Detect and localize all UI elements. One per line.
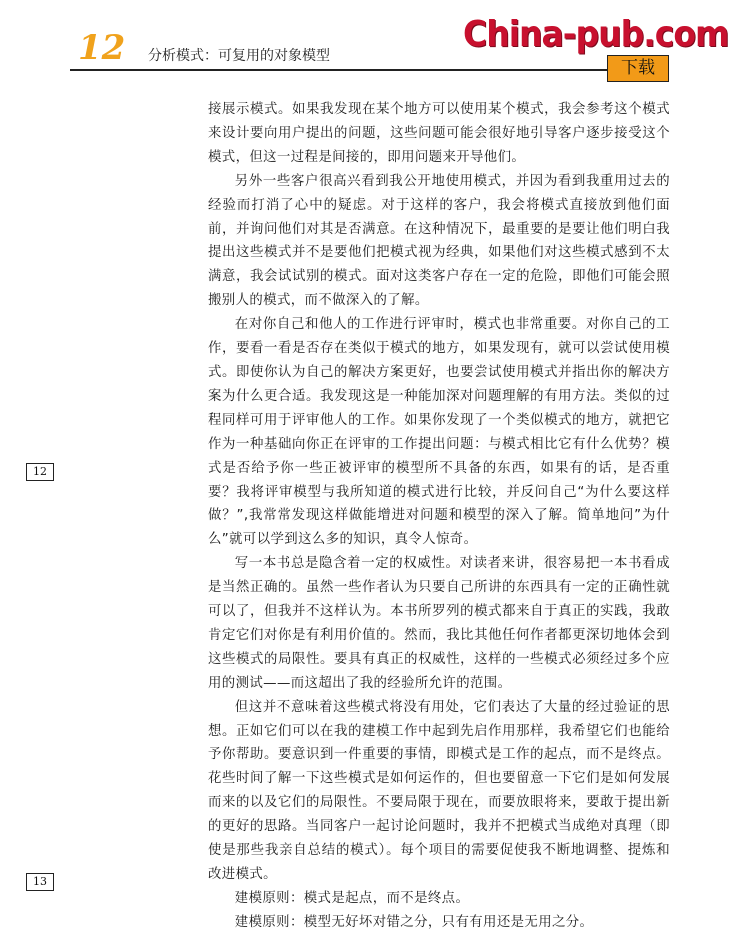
paragraph: 接展示模式。如果我发现在某个地方可以使用某个模式，我会参考这个模式来设计要向用户提出的问题，这些问题可能会很好地引导客户逐步接受这个模式，但这一过程是间接的，即用问题来开导他们。: [208, 102, 670, 165]
paragraph: 写一本书总是隐含着一定的权威性。对读者来讲，很容易把一本书看成是当然正确的。虽然一些作者认为只要自己所讲的东西具有一定的正确性就可以了，但我并不这样认为。本书所罗列的模式都来自于真正的实践，我敢肯定它们对你是有利用价值的。然而，我比其他任何作者都更深切地体会到这些模式的局限性。要具有真正的权威性，这样的一些模式必须经过多个应用的测试——而这超出了我的经验所允许的范围。: [208, 556, 670, 691]
paragraph: 但这并不意味着这些模式将没有用处，它们表达了大量的经过验证的思想。正如它们可以在我的建模工作中起到先启作用那样，我希望它们也能给予你帮助。要意识到一件重要的事情，即模式是工作的起点，而不是终点。花些时间了解一下这些模式是如何运作的，但也要留意一下它们是如何发展而来的以及它们的局限性。不要局限于现在，而要放眼将来，要敢于提出新的更好的思路。当同客户一起讨论问题时，我并不把模式当成绝对真理（即使是那些我亲自总结的模式）。每个项目的需要促使我不断地调整、提炼和改进模式。: [208, 699, 670, 882]
china-pub-logo: China-pub.com: [463, 12, 729, 55]
margin-page-number: 13: [26, 873, 54, 891]
modeling-principle: 建模原则：模式是起点，而不是终点。: [234, 890, 470, 906]
paragraph: 另外一些客户很高兴看到我公开地使用模式，并因为看到我重用过去的经验而打消了心中的疑虑。对于这样的客户，我会将模式直接放到他们面前，并询问他们对其是否满意。在这种情况下，最重要的是要让他们明白我提出这些模式并不是要他们把模式视为经典，如果他们对这些模式感到不太满意，我会试试别的模式。面对这类客户存在一定的危险，即他们可能会照搬别人的模式，而不做深入的了解。: [208, 173, 670, 309]
download-badge[interactable]: 下载: [607, 55, 669, 82]
header-rule: [70, 69, 655, 71]
paragraph: 在对你自己和他人的工作进行评审时，模式也非常重要。对你自己的工作，要看一看是否存在类似于模式的地方，如果发现有，就可以尝试使用模式。即使你认为自己的解决方案更好，也要尝试使用模式并指出你的解决方案为什么更合适。我发现这是一种能加深对问题理解的有用方法。类似的过程同样可用于评审他人的工作。如果你发现了一个类似模式的地方，就把它作为一种基础向你正在评审的工作提出问题：与模式相比它有什么优势？模式是否给予你一些正被评审的模型所不具备的东西，如果有的话，是否重要？我将评审模型与我所知道的模式进行比较，并反问自己“为什么要这样做？”,我常常发现这样做能增进对问题和模型的深入了解。简单地问”为什么”就可以学到这么多的知识，真令人惊奇。: [208, 317, 670, 548]
chapter-number: 12: [78, 28, 126, 68]
modeling-principle: 建模原则：模型无好坏对错之分，只有有用还是无用之分。: [234, 914, 594, 930]
body-text: [208, 98, 670, 935]
margin-page-number: 12: [26, 463, 54, 481]
running-title: 分析模式：可复用的对象模型: [148, 48, 330, 64]
